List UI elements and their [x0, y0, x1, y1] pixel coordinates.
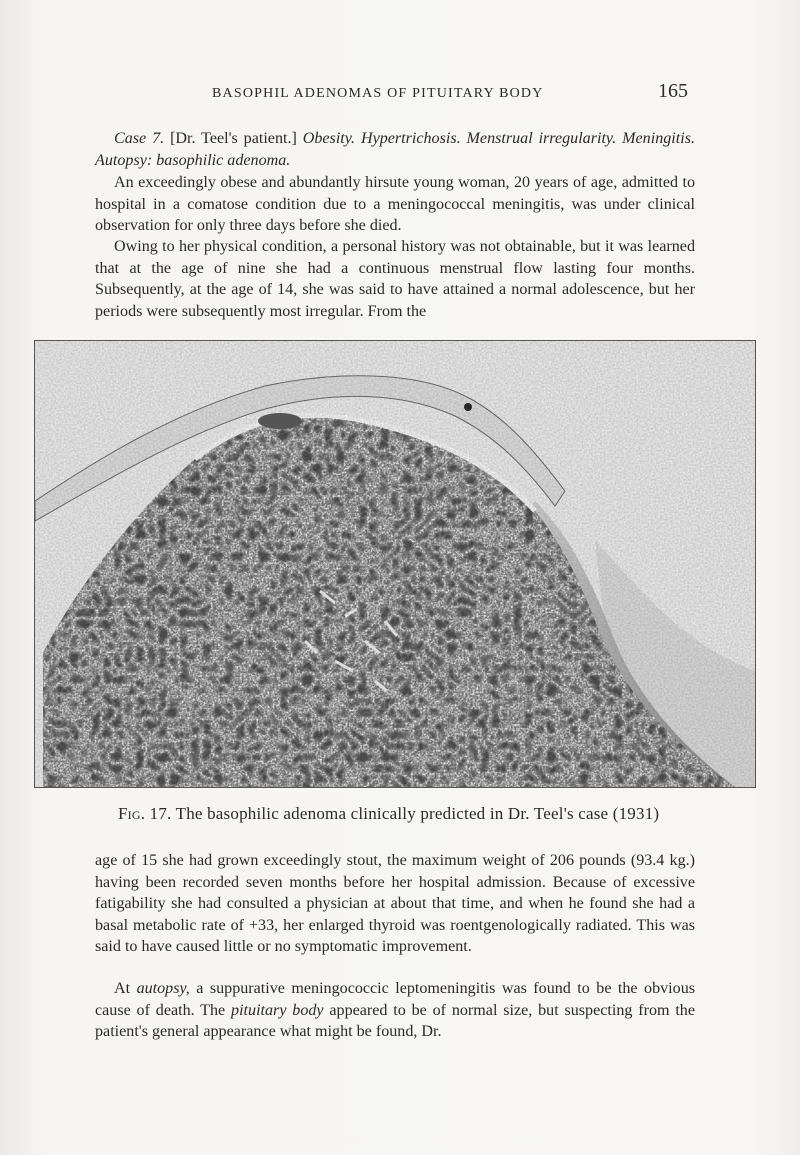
paragraph-2: Owing to her physical condition, a personal history was not obtainable, but it was learned that at the age of nine she had a continuous menstrual flow lasting four months. Subsequently, at the age of 14, she was said to have attained a normal adolescence, but her periods were subsequently most irregular. From the: [95, 238, 695, 320]
paragraph-4-suffix: appeared to be of normal size, but suspecting from the patient's general appearance what might be found, Dr.: [95, 1001, 695, 1040]
paragraph-4-mid: a suppurative meningococcic leptomeningitis was found to be the obvious cause of death. The: [95, 980, 696, 1019]
case-findings-2: Meningitis. Autopsy: basophilic adenoma.: [95, 130, 695, 169]
autopsy-term: autopsy,: [136, 980, 190, 997]
case-heading: [95, 128, 695, 171]
paragraph-1: An exceedingly obese and abundantly hirsute young woman, 20 years of age, admitted to hospital in a comatose condition due to a meningococcal meningitis, was under clinical observation for only three days before she died.: [95, 174, 695, 234]
figure-label: Fig. 17.: [118, 804, 172, 823]
figure-caption-text: The basophilic adenoma clinically predicted in Dr. Teel's case (1931): [175, 804, 660, 823]
case-patient: [Dr. Teel's patient.]: [170, 130, 297, 147]
paragraph-4-prefix: At: [114, 980, 131, 997]
figure-caption: [118, 804, 659, 824]
case-label: Case 7.: [114, 130, 165, 147]
paragraph-3: age of 15 she had grown exceedingly stout, the maximum weight of 206 pounds (93.4 kg.) having been recorded seven months before her hospital admission. Because of excessive fatigability she had consulted a physician at about that time, and when he found she had a basal metabolic rate of +33, her enlarged thyroid was roentgenologically radiated. This was said to have caused little or no symptomatic improvement.: [95, 852, 695, 955]
micrograph-image: [35, 341, 755, 787]
micrograph-figure: [34, 340, 756, 788]
case-findings-1: Obesity. Hypertrichosis. Menstrual irregularity.: [302, 130, 617, 147]
pituitary-term: pituitary body: [231, 1001, 324, 1019]
page-number: 165: [658, 80, 688, 102]
running-title: BASOPHIL ADENOMAS OF PITUITARY BODY: [212, 86, 544, 101]
paragraph-4: [95, 978, 695, 1043]
